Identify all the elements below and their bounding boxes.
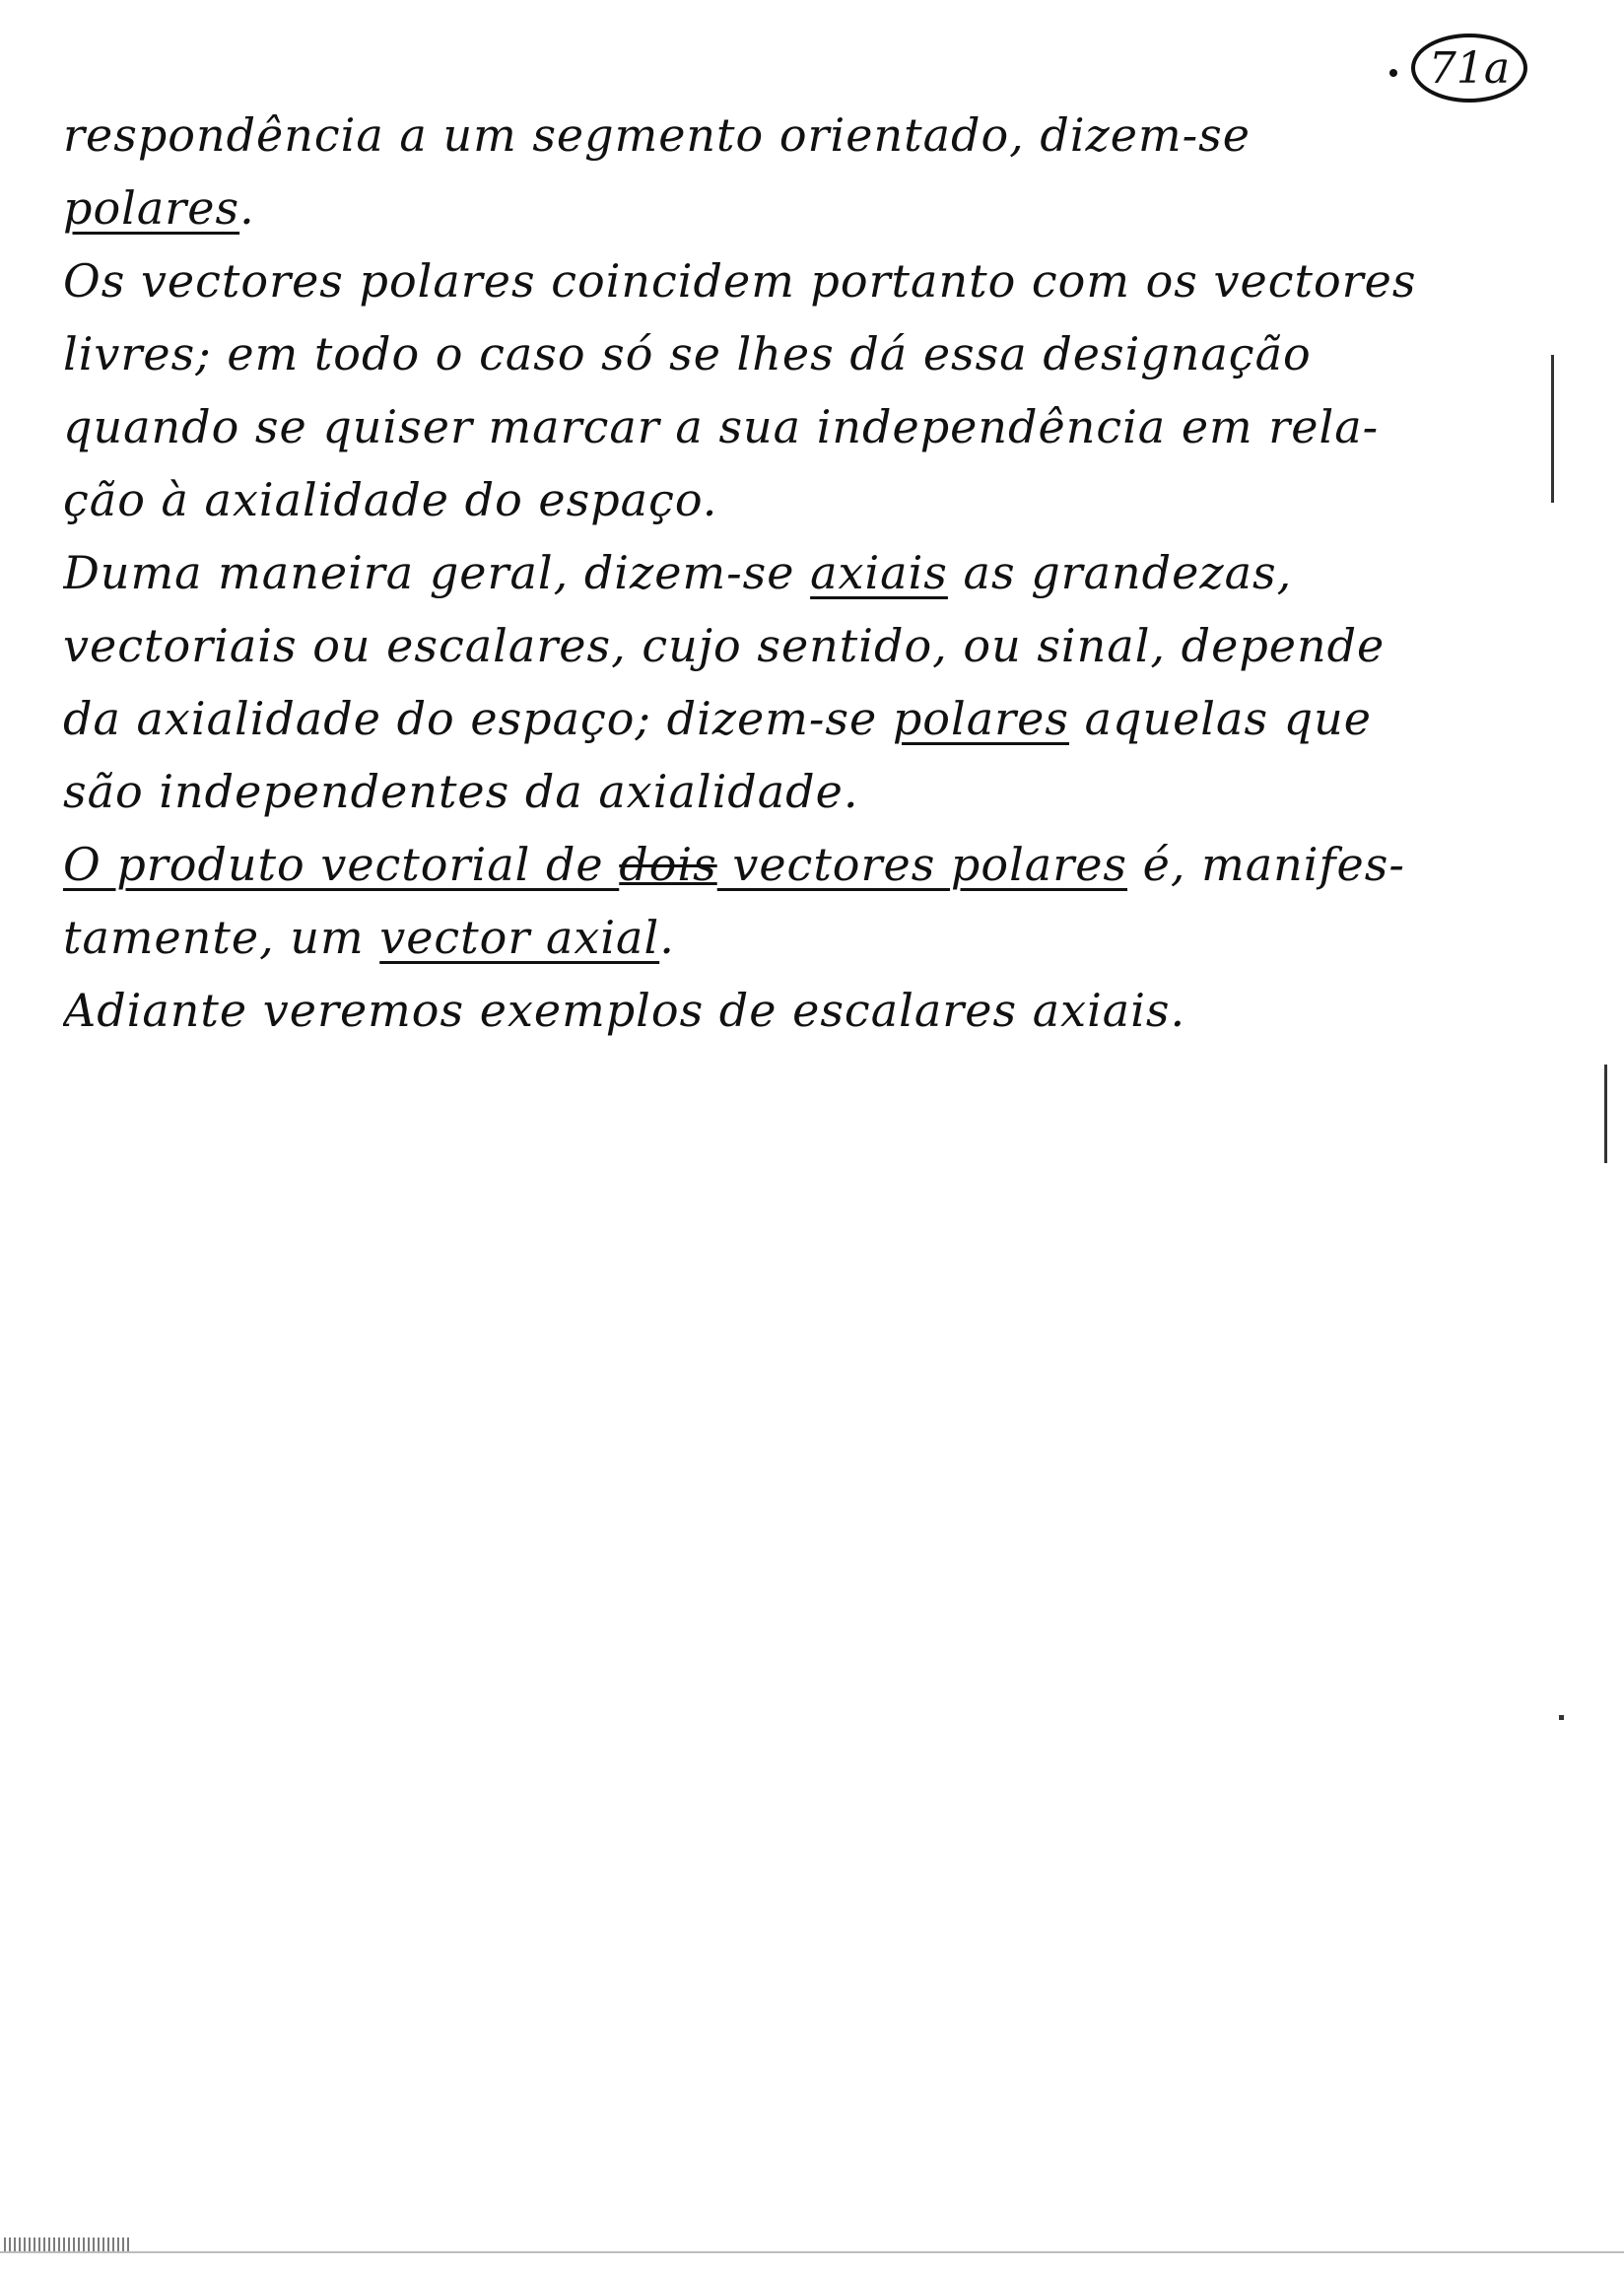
struck-word: dois [619,838,717,891]
handwritten-text-block [63,99,1561,1047]
scan-artifact [4,2237,132,2251]
text-segment: Adiante veremos exemplos de escalares axiais. [63,984,1186,1037]
text-line [63,755,1561,828]
text-segment: da axialidade do espaço; dizem-se [63,692,893,745]
text-line [63,244,1561,317]
text-line [63,609,1561,682]
text-segment: vectoriais ou escalares, cujo sentido, ou sinal, depende [63,619,1386,672]
underlined-text: polares [892,692,1069,745]
text-line [63,390,1561,463]
text-line [63,974,1561,1047]
text-segment: é, manifes- [1127,838,1405,891]
text-segment: . [239,181,255,235]
text-segment: tamente, um [63,911,380,964]
text-segment: ção à axialidade do espaço. [63,473,718,526]
text-segment: são independentes da axialidade. [63,765,859,818]
text-segment: livres; em todo o caso só se lhes dá essa designação [63,327,1312,380]
text-segment: Os vectores polares coincidem portanto com os vectores [63,254,1417,308]
text-line [63,99,1561,172]
underlined-text: polares [63,181,240,235]
underlined-text: vectores polares [716,838,1128,891]
text-segment: quando se quiser marcar a sua independência em rela- [63,400,1380,453]
underlined-text: vector axial [379,911,660,964]
margin-mark [1551,355,1554,503]
text-segment: respondência a um segmento orientado, dizem-se [63,108,1252,162]
text-line [63,828,1561,901]
scan-edge-line [0,2251,1624,2253]
text-segment: aquelas que [1068,692,1372,745]
page-number-dot [1389,69,1397,77]
text-line [63,172,1561,244]
text-segment: Duma maneira geral, dizem-se [63,546,811,599]
page-number: 71a [1411,34,1527,103]
text-line [63,317,1561,390]
margin-mark [1559,1715,1564,1720]
text-segment: as grandezas, [947,546,1293,599]
margin-mark [1604,1065,1607,1163]
text-line [63,901,1561,974]
text-line [63,536,1561,609]
underlined-text: O produto vectorial de [63,838,620,891]
text-line [63,682,1561,755]
text-segment: . [659,911,675,964]
underlined-text: axiais [810,546,948,599]
text-line [63,463,1561,536]
